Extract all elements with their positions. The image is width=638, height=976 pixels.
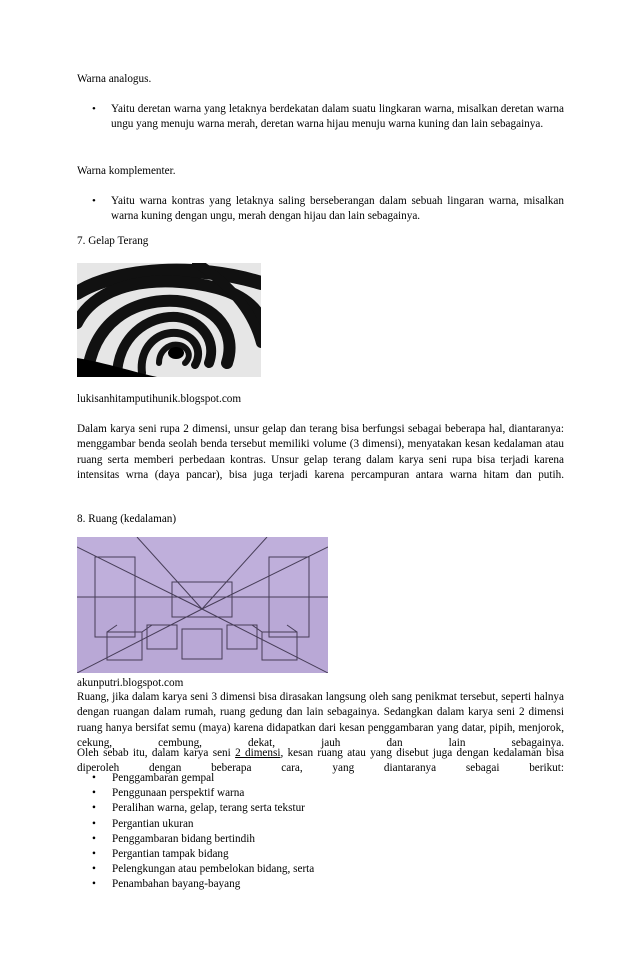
list-item: • Penggunaan perspektif warna [92,786,492,801]
perspective-room-image [77,537,328,673]
paragraph-ruang-1: Ruang, jika dalam karya seni 3 dimensi bisa dirasakan langsung oleh sang penikmat tersebut, seperti halnya dengan ruangan dalam rumah, ruang gedung dan lain sebagainya. Sedangkan dalam karya seni 2 dimensi ruang hanya bersifat semu (maya) karena didapatkan dari kesan penggambaran yang datar, pipih, menjorok, cekung, cembung, dekat, jauh dan lain sebagainya. [77,691,564,749]
heading-warna-analogus: Warna analogus. [77,73,152,85]
link-2-dimensi[interactable]: 2 dimensi [235,747,281,759]
list-item: • Penambahan bayang-bayang [92,877,492,892]
paragraph-ruang-2-before: Oleh sebab itu, dalam karya seni [77,747,236,759]
bullet-marker: • [92,817,96,830]
list-item: • Penggambaran gempal [92,771,492,786]
bullet-marker: • [92,832,96,845]
heading-ruang: 8. Ruang (kedalaman) [77,513,177,525]
list-item: • Peralihan warna, gelap, terang serta tekstur [92,801,492,816]
list-item: • Pergantian ukuran [92,817,492,832]
paragraph-ruang-2-after: , kesan ruang atau yang disebut juga dengan kedalaman bisa diperoleh dengan beberapa cara, yang diantaranya sebagai berikut: [77,747,565,775]
bullet-analogus: Yaitu deretan warna yang letaknya berdekatan dalam suatu lingkaran warna, misalkan deretan warna ungu yang menuju warna merah, deretan warna hijau menuju warna kuning dan lain sebagainya. [111,103,564,130]
image-caption-ruang: akunputri.blogspot.com [77,677,184,689]
bullet-marker: • [92,802,96,815]
heading-warna-komplementer: Warna komplementer. [77,165,176,177]
black-white-spiral-image [77,263,261,377]
bullet-marker: • [92,863,96,876]
paragraph-gelap-terang: Dalam karya seni rupa 2 dimensi, unsur gelap dan terang bisa berfungsi sebagai beberapa hal, diantaranya: menggambar benda seolah benda tersebut memiliki volume (3 dimensi), menyatakan kesan kedalaman atau ruang serta memberi perbedaan kontras. Unsur gelap terang dalam karya seni rupa bisa terjadi karena intensitas wrna (daya pancar), bisa juga terjadi karena percampuran antara warna hitam dan putih. [77,423,564,481]
list-item: • Pelengkungan atau pembelokan bidang, serta [92,862,492,877]
kedalaman-methods-list [92,771,492,893]
image-caption-gelap-terang: lukisanhitamputihunik.blogspot.com [77,393,242,405]
bullet-marker: • [92,103,96,115]
bullet-marker: • [92,772,96,784]
list-item: • Penggambaran bidang bertindih [92,832,492,847]
bullet-marker: • [92,195,96,207]
bullet-marker: • [92,878,96,891]
heading-gelap-terang: 7. Gelap Terang [77,235,149,247]
bullet-marker: • [92,847,96,860]
bullet-marker: • [92,787,96,800]
bullet-komplementer: Yaitu warna kontras yang letaknya saling berseberangan dalam sebuah lingaran warna, misalkan warna kuning dengan ungu, merah dengan hijau dan lain sebagainya. [111,195,564,222]
list-item: • Pergantian tampak bidang [92,847,492,862]
